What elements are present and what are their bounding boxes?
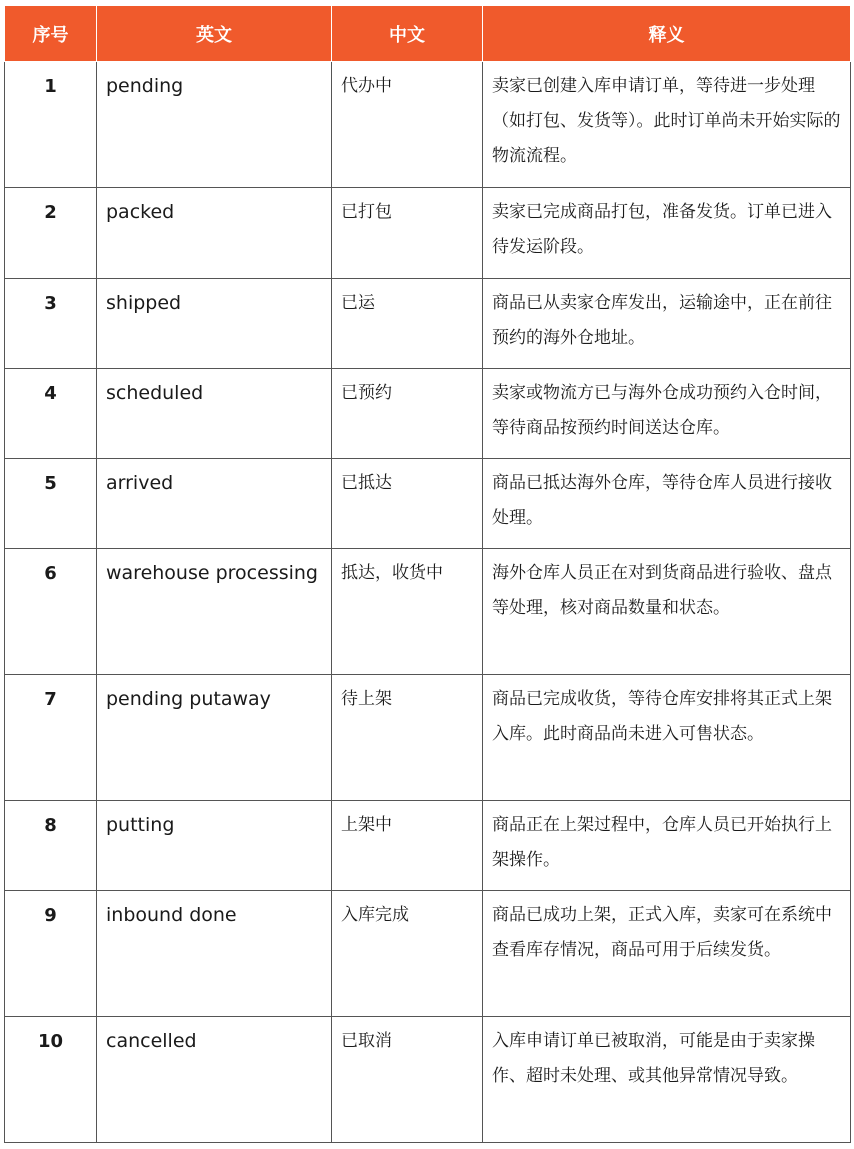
cell-meaning: 商品正在上架过程中，仓库人员已开始执行上架操作。	[483, 801, 851, 891]
cell-english: pending putaway	[97, 675, 332, 801]
table-body	[5, 62, 851, 1143]
cell-chinese: 已预约	[332, 369, 483, 459]
table-row	[5, 459, 851, 549]
cell-english: shipped	[97, 279, 332, 369]
cell-chinese: 入库完成	[332, 891, 483, 1017]
cell-chinese: 代办中	[332, 62, 483, 188]
table-row	[5, 1017, 851, 1143]
cell-index: 7	[5, 675, 97, 801]
cell-chinese: 已取消	[332, 1017, 483, 1143]
cell-index: 8	[5, 801, 97, 891]
status-table	[4, 5, 851, 1143]
cell-meaning: 卖家或物流方已与海外仓成功预约入仓时间，等待商品按预约时间送达仓库。	[483, 369, 851, 459]
cell-index: 5	[5, 459, 97, 549]
cell-index: 1	[5, 62, 97, 188]
cell-meaning: 入库申请订单已被取消，可能是由于卖家操作、超时未处理、或其他异常情况导致。	[483, 1017, 851, 1143]
cell-english: scheduled	[97, 369, 332, 459]
cell-english: pending	[97, 62, 332, 188]
table-row	[5, 369, 851, 459]
table-row	[5, 62, 851, 188]
cell-english: inbound done	[97, 891, 332, 1017]
table-row	[5, 675, 851, 801]
header-english: 英文	[97, 6, 332, 62]
cell-meaning: 商品已成功上架，正式入库，卖家可在系统中查看库存情况，商品可用于后续发货。	[483, 891, 851, 1017]
cell-english: packed	[97, 188, 332, 279]
header-index: 序号	[5, 6, 97, 62]
cell-meaning: 商品已抵达海外仓库，等待仓库人员进行接收处理。	[483, 459, 851, 549]
table-row	[5, 549, 851, 675]
cell-english: cancelled	[97, 1017, 332, 1143]
cell-meaning: 商品已从卖家仓库发出，运输途中，正在前往预约的海外仓地址。	[483, 279, 851, 369]
cell-english: arrived	[97, 459, 332, 549]
header-row	[5, 6, 851, 62]
cell-chinese: 已抵达	[332, 459, 483, 549]
cell-english: putting	[97, 801, 332, 891]
cell-meaning: 卖家已创建入库申请订单，等待进一步处理（如打包、发货等）。此时订单尚未开始实际的物流流程。	[483, 62, 851, 188]
header-meaning: 释义	[483, 6, 851, 62]
table-row	[5, 279, 851, 369]
cell-index: 3	[5, 279, 97, 369]
cell-chinese: 上架中	[332, 801, 483, 891]
header-chinese: 中文	[332, 6, 483, 62]
cell-index: 6	[5, 549, 97, 675]
cell-index: 10	[5, 1017, 97, 1143]
cell-chinese: 已打包	[332, 188, 483, 279]
cell-english: warehouse processing	[97, 549, 332, 675]
table-row	[5, 891, 851, 1017]
cell-index: 4	[5, 369, 97, 459]
table-row	[5, 801, 851, 891]
cell-chinese: 抵达，收货中	[332, 549, 483, 675]
cell-chinese: 待上架	[332, 675, 483, 801]
cell-meaning: 卖家已完成商品打包，准备发货。订单已进入待发运阶段。	[483, 188, 851, 279]
table-header	[5, 6, 851, 62]
cell-index: 9	[5, 891, 97, 1017]
cell-index: 2	[5, 188, 97, 279]
cell-meaning: 海外仓库人员正在对到货商品进行验收、盘点等处理，核对商品数量和状态。	[483, 549, 851, 675]
cell-chinese: 已运	[332, 279, 483, 369]
cell-meaning: 商品已完成收货，等待仓库安排将其正式上架入库。此时商品尚未进入可售状态。	[483, 675, 851, 801]
table-row	[5, 188, 851, 279]
